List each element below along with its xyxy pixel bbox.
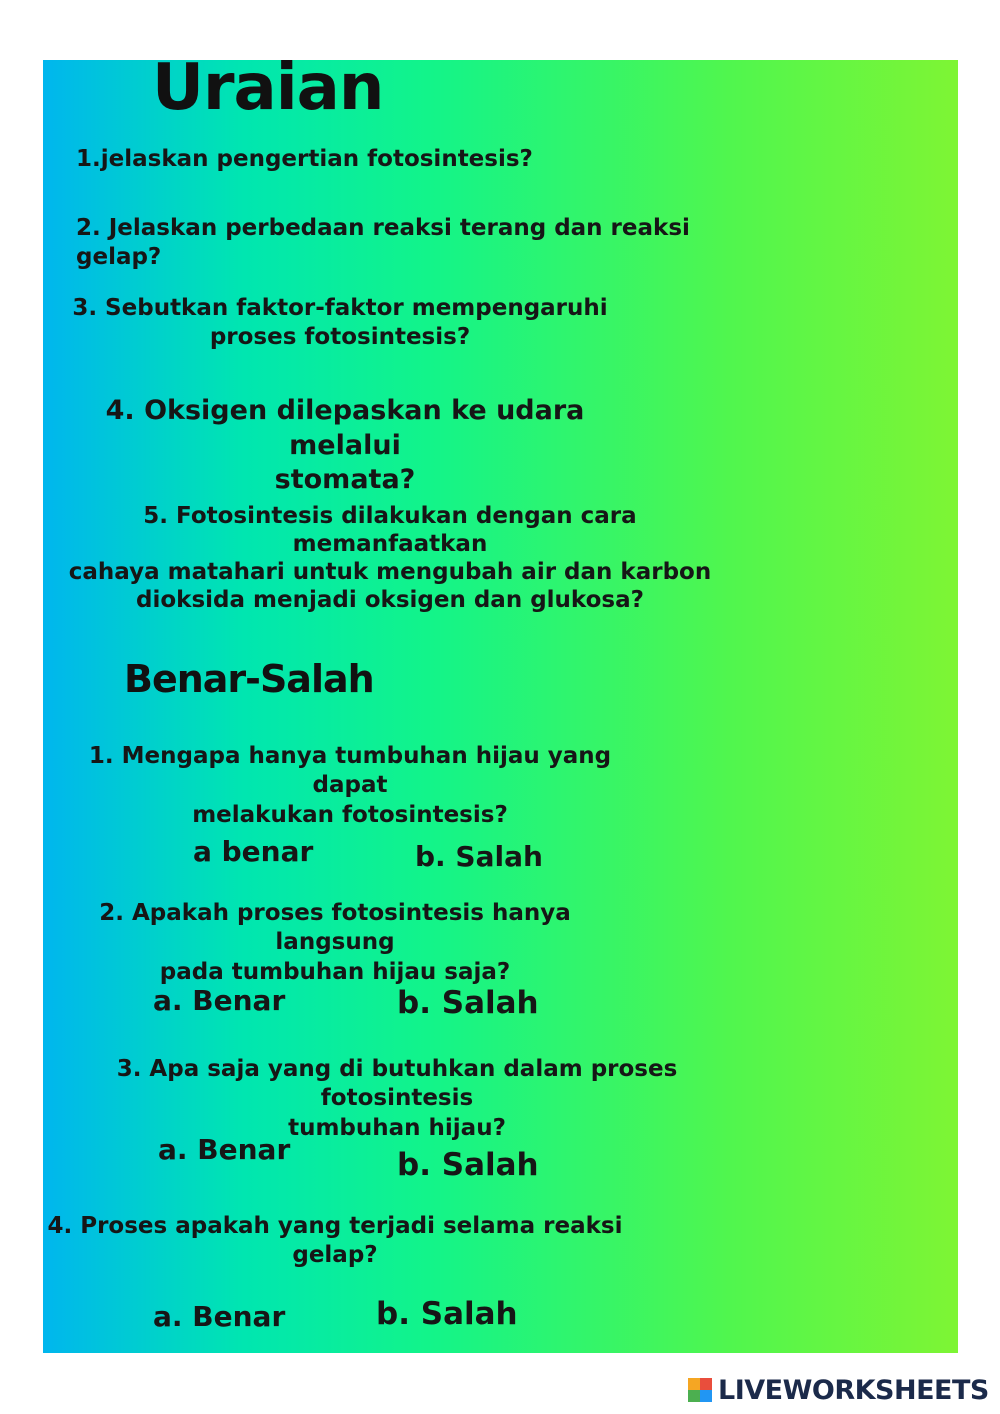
q1-option-a[interactable]: a benar: [193, 835, 314, 868]
logo-square-1: [688, 1378, 700, 1390]
q3-option-a[interactable]: a. Benar: [158, 1133, 291, 1166]
uraian-question-3: 3. Sebutkan faktor-faktor mempengaruhi proses fotosintesis?: [72, 295, 608, 351]
benar-salah-title: Benar-Salah: [124, 657, 374, 701]
q4-option-a[interactable]: a. Benar: [153, 1300, 286, 1333]
logo-square-4: [700, 1390, 712, 1402]
benar-salah-question-3: 3. Apa saja yang di butuhkan dalam proses fotosintesis tumbuhan hijau?: [116, 1056, 678, 1141]
benar-salah-question-2: 2. Apakah proses fotosintesis hanya langsung pada tumbuhan hijau saja?: [99, 900, 571, 985]
logo-square-2: [700, 1378, 712, 1390]
liveworksheets-logo[interactable]: [688, 1374, 989, 1406]
benar-salah-question-1: 1. Mengapa hanya tumbuhan hijau yang dapat melakukan fotosintesis?: [88, 743, 612, 828]
benar-salah-question-4: 4. Proses apakah yang terjadi selama reaksi gelap?: [47, 1213, 623, 1269]
q4-option-b[interactable]: b. Salah: [376, 1296, 518, 1332]
q3-option-b[interactable]: b. Salah: [397, 1147, 539, 1183]
uraian-question-4: 4. Oksigen dilepaskan ke udara melalui stomata?: [105, 395, 585, 496]
liveworksheets-logo-text: LIVEWORKSHEETS: [718, 1374, 989, 1406]
uraian-title: Uraian: [152, 51, 384, 125]
uraian-question-2: 2. Jelaskan perbedaan reaksi terang dan reaksi gelap?: [76, 215, 690, 271]
logo-square-3: [688, 1390, 700, 1402]
q2-option-b[interactable]: b. Salah: [397, 985, 539, 1021]
uraian-question-5: 5. Fotosintesis dilakukan dengan cara memanfaatkan cahaya matahari untuk mengubah air dan karbon dioksida menjadi oksigen dan glukosa?: [68, 503, 712, 614]
q1-option-b[interactable]: b. Salah: [415, 840, 543, 873]
q2-option-a[interactable]: a. Benar: [153, 984, 286, 1017]
liveworksheets-logo-icon: [688, 1378, 712, 1402]
uraian-question-1: 1.jelaskan pengertian fotosintesis?: [76, 146, 533, 172]
